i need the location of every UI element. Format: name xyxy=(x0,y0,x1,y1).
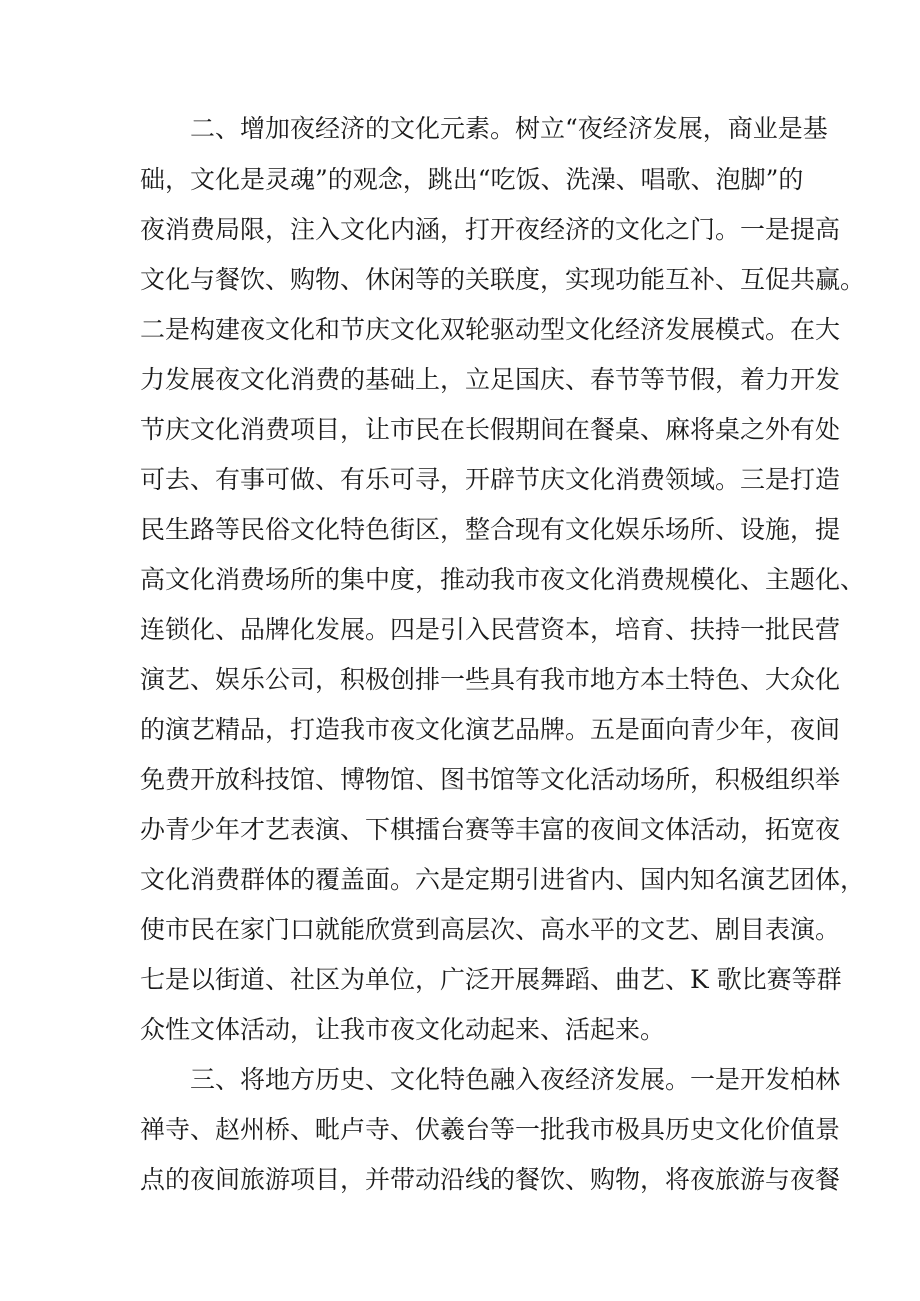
paragraph-two-line-11: 连锁化、品牌化发展。四是引入民营资本，培育、扶持一批民营 xyxy=(140,615,841,644)
paragraph-two-line-5: 二是构建夜文化和节庆文化双轮驱动型文化经济发展模式。在大 xyxy=(140,315,841,344)
paragraph-two-line-2: 础，文化是灵魂”的观念，跳出“吃饭、洗澡、唱歌、泡脚”的 xyxy=(140,165,804,194)
paragraph-three-line-2: 禅寺、赵州桥、毗卢寺、伏羲台等一批我市极具历史文化价值景 xyxy=(140,1115,841,1144)
paragraph-two-line-13: 的演艺精品，打造我市夜文化演艺品牌。五是面向青少年，夜间 xyxy=(140,715,841,744)
paragraph-two-line-12: 演艺、娱乐公司，积极创排一些具有我市地方本土特色、大众化 xyxy=(140,665,841,694)
paragraph-two-line-17: 使市民在家门口就能欣赏到高层次、高水平的文艺、剧目表演。 xyxy=(140,915,841,944)
paragraph-two-line-1: 二、增加夜经济的文化元素。树立“夜经济发展，商业是基 xyxy=(190,114,828,143)
paragraph-two-line-7: 节庆文化消费项目，让市民在长假期间在餐桌、麻将桌之外有处 xyxy=(140,415,841,444)
paragraph-two-line-10: 高文化消费场所的集中度，推动我市夜文化消费规模化、主题化、 xyxy=(140,565,866,594)
paragraph-three-line-1: 三、将地方历史、文化特色融入夜经济发展。一是开发柏林 xyxy=(190,1065,841,1094)
paragraph-two-line-4: 文化与餐饮、购物、休闲等的关联度，实现功能互补、互促共赢。 xyxy=(140,265,866,294)
paragraph-three-line-3: 点的夜间旅游项目，并带动沿线的餐饮、购物，将夜旅游与夜餐 xyxy=(140,1165,841,1194)
paragraph-two-line-6: 力发展夜文化消费的基础上，立足国庆、春节等节假，着力开发 xyxy=(140,365,841,394)
paragraph-two-line-8: 可去、有事可做、有乐可寻，开辟节庆文化消费领域。三是打造 xyxy=(140,465,841,494)
paragraph-two-line-14: 免费开放科技馆、博物馆、图书馆等文化活动场所，积极组织举 xyxy=(140,765,841,794)
paragraph-two-line-18: 七是以街道、社区为单位，广泛开展舞蹈、曲艺、K 歌比赛等群 xyxy=(140,965,842,994)
paragraph-two-line-16: 文化消费群体的覆盖面。六是定期引进省内、国内知名演艺团体， xyxy=(140,865,866,894)
paragraph-two-line-19: 众性文体活动，让我市夜文化动起来、活起来。 xyxy=(140,1015,666,1044)
paragraph-two-line-15: 办青少年才艺表演、下棋擂台赛等丰富的夜间文体活动，拓宽夜 xyxy=(140,815,841,844)
paragraph-two-line-3: 夜消费局限，注入文化内涵，打开夜经济的文化之门。一是提高 xyxy=(140,215,841,244)
paragraph-two-line-9: 民生路等民俗文化特色街区，整合现有文化娱乐场所、设施，提 xyxy=(140,515,841,544)
